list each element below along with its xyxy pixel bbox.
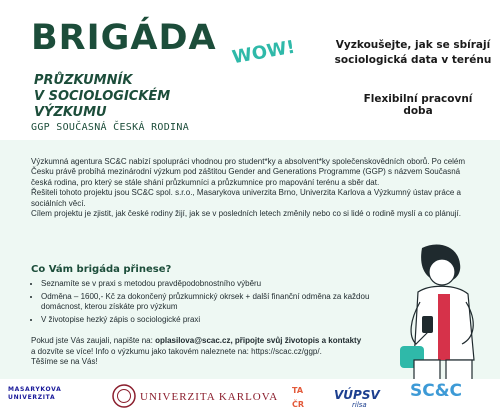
subtitle-line-1: PRŮZKUMNÍK (34, 73, 133, 88)
offer-item: • Odměna – 1600,- Kč za dokončený průzkumnický okrsek + další finanční odměna za každou domácnost, kterou získáte pro výzkum (41, 292, 371, 313)
contact-email[interactable]: oplasilova@scac.cz, připojte svůj životopis a kontakty (155, 336, 362, 345)
contact-info (31, 336, 411, 368)
intro-paragraph-1: Výzkumná agentura SC&C nabízí spolupráci vhodnou pro student*ky a absolvent*ky společenskovědních oborů. Po celém Česku právě probíhá mezinárodní výzkum pod záštitou Gender and Generations Programme (GGP) s názvem Současná česká rodina, pro který se stále shání průzkumníci a průzkumnice pro mapování terénu a sběr dat. (31, 157, 466, 187)
headline-right: Vyzkoušejte, jak se sbírají sociologická data v terénu (334, 39, 492, 66)
researcher-illustration (370, 240, 498, 395)
logo-charles-university: UNIVERZITA KARLOVA (140, 391, 279, 403)
partner-logos (0, 379, 500, 419)
offer-heading: Co Vám brigáda přinese? (31, 264, 172, 275)
logo-vupsv: VÚPSV (334, 388, 380, 402)
logo-masaryk-university (8, 386, 61, 402)
intro-paragraph-3: Cílem projektu je zjistit, jak české rodiny žijí, jak se v posledních letech změnily nebo co si lidé o rodině myslí a co plánují. (31, 209, 461, 219)
flexible-hours: Flexibilní pracovní doba (363, 93, 473, 117)
charles-university-seal-icon (112, 384, 136, 408)
intro-text (31, 157, 471, 219)
logo-tacr: TA ČR (292, 386, 305, 409)
subtitle (34, 73, 244, 121)
project-label: GGP SOUČASNÁ ČESKÁ RODINA (31, 122, 190, 133)
offer-item: • V životopise hezký zápis o sociologické praxi (41, 315, 371, 326)
contact-line-1 (31, 336, 411, 347)
intro-paragraph-2: Řešiteli tohoto projektu jsou SC&C spol. s.r.o., Masarykova univerzita Brno, Univerzita Karlova a Výzkumný ústav práce a sociálních věcí. (31, 188, 461, 208)
contact-prefix: Pokud jste Vás zaujali, napište na: (31, 336, 156, 345)
subtitle-line-2: V SOCIOLOGICKÉM VÝZKUMU (34, 89, 171, 120)
logo-mu-line-1: MASARYKOVA (8, 386, 62, 393)
logo-scc: SC&C (410, 381, 463, 401)
logo-rilsa: rilsa (352, 401, 367, 409)
logo-mu-line-2: UNIVERZITA (8, 394, 56, 401)
offer-list (29, 279, 371, 327)
contact-line-3: Těšíme se na Vás! (31, 357, 98, 366)
page-title: BRIGÁDA (31, 18, 217, 58)
wow-sticker: WOW! (230, 36, 297, 69)
offer-item: • Seznamíte se v praxi s metodou pravděpodobnostního výběru (41, 279, 371, 290)
contact-line-2: a dozvíte se více! Info o výzkumu jako takovém naleznete na: https://scac.cz/ggp/. (31, 346, 322, 356)
